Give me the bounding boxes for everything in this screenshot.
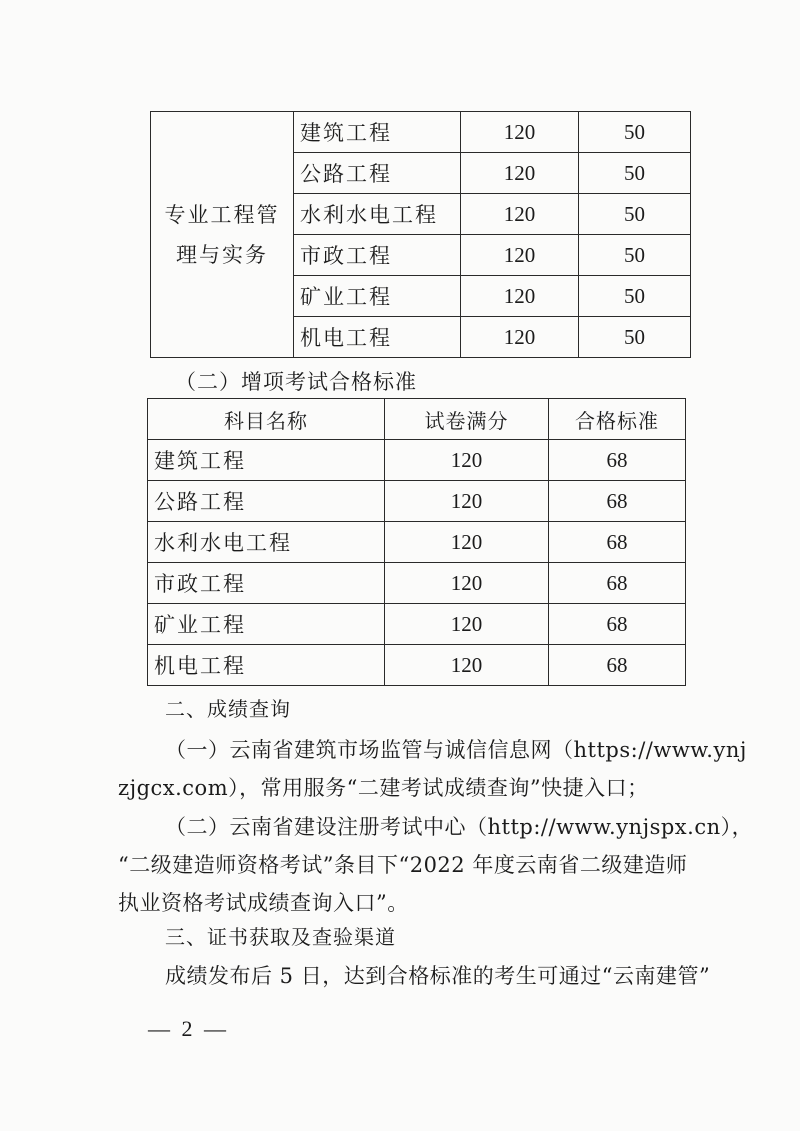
full-score: 120 — [461, 235, 579, 276]
full-score: 120 — [385, 440, 549, 481]
subject-name: 机电工程 — [294, 317, 461, 358]
table-header-row — [148, 399, 686, 440]
paragraph-line: （一）云南省建筑市场监管与诚信信息网（https://www.ynj — [165, 738, 747, 762]
group-label-line2: 理与实务 — [176, 242, 268, 267]
subject-name: 公路工程 — [148, 481, 385, 522]
table-row — [148, 645, 686, 686]
pass-score: 68 — [549, 645, 686, 686]
pass-score: 50 — [579, 153, 691, 194]
additional-exam-table — [147, 398, 686, 686]
full-score: 120 — [385, 563, 549, 604]
paragraph-line: zjgcx.com），常用服务“二建考试成绩查询”快捷入口； — [118, 776, 649, 800]
column-header-pass-score: 合格标准 — [549, 399, 686, 440]
subject-name: 建筑工程 — [148, 440, 385, 481]
pass-score: 68 — [549, 481, 686, 522]
professional-practice-table — [150, 111, 691, 358]
page-number: — 2 — — [148, 1016, 229, 1041]
pass-score: 50 — [579, 112, 691, 153]
column-header-subject: 科目名称 — [148, 399, 385, 440]
full-score: 120 — [461, 153, 579, 194]
additional-exam-heading: （二）增项考试合格标准 — [175, 370, 417, 394]
paragraph-line: 执业资格考试成绩查询入口”。 — [118, 891, 409, 915]
subject-name: 建筑工程 — [294, 112, 461, 153]
subject-name: 市政工程 — [294, 235, 461, 276]
pass-score: 68 — [549, 522, 686, 563]
table-row — [148, 481, 686, 522]
table-row — [148, 522, 686, 563]
full-score: 120 — [385, 522, 549, 563]
subject-name: 水利水电工程 — [148, 522, 385, 563]
full-score: 120 — [461, 317, 579, 358]
full-score: 120 — [461, 112, 579, 153]
paragraph-line: “二级建造师资格考试”条目下“2022 年度云南省二级建造师 — [118, 853, 688, 877]
pass-score: 50 — [579, 194, 691, 235]
subject-name: 机电工程 — [148, 645, 385, 686]
full-score: 120 — [385, 481, 549, 522]
group-cell — [151, 112, 294, 358]
subject-name: 矿业工程 — [294, 276, 461, 317]
full-score: 120 — [461, 276, 579, 317]
table-row — [151, 112, 691, 153]
paragraph-line: （二）云南省建设注册考试中心（http://www.ynjspx.cn）， — [165, 815, 754, 839]
subject-name: 水利水电工程 — [294, 194, 461, 235]
subject-name: 公路工程 — [294, 153, 461, 194]
full-score: 120 — [385, 645, 549, 686]
subject-name: 矿业工程 — [148, 604, 385, 645]
pass-score: 68 — [549, 604, 686, 645]
pass-score: 50 — [579, 317, 691, 358]
pass-score: 68 — [549, 563, 686, 604]
full-score: 120 — [385, 604, 549, 645]
full-score: 120 — [461, 194, 579, 235]
table-row — [148, 563, 686, 604]
group-label-line1: 专业工程管 — [164, 202, 280, 227]
score-query-heading: 二、成绩查询 — [165, 697, 291, 721]
table-row — [148, 440, 686, 481]
pass-score: 50 — [579, 276, 691, 317]
paragraph-line: 成绩发布后 5 日，达到合格标准的考生可通过“云南建管” — [165, 964, 711, 988]
pass-score: 50 — [579, 235, 691, 276]
subject-name: 市政工程 — [148, 563, 385, 604]
column-header-full-score: 试卷满分 — [385, 399, 549, 440]
certificate-heading: 三、证书获取及查验渠道 — [165, 925, 396, 949]
pass-score: 68 — [549, 440, 686, 481]
table-row — [148, 604, 686, 645]
